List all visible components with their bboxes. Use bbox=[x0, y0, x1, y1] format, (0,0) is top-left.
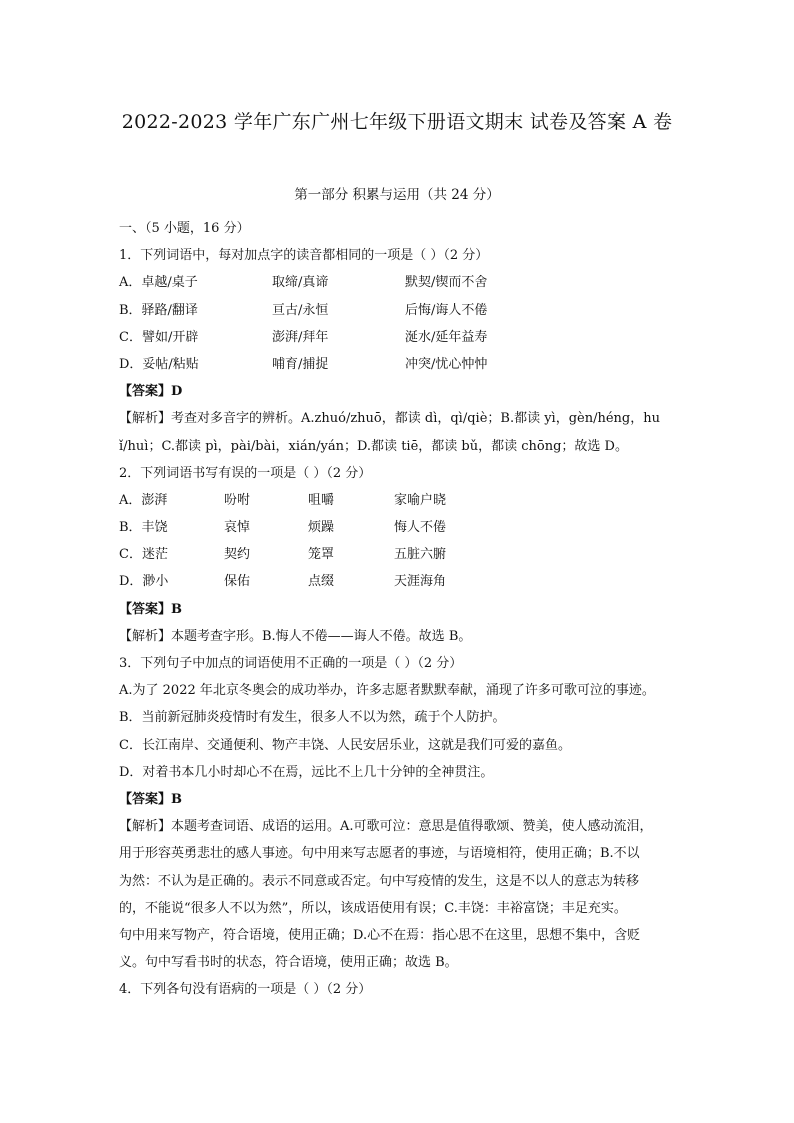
question-1-option-b bbox=[119, 297, 679, 324]
question-1-answer: 【答案】D bbox=[119, 384, 183, 400]
question-1-analysis-line: ǐ/huì；C.都读 pì，pài/bài，xián/yán；D.都读 tiē，都读 bǔ，都读 chōng；故选 D。 bbox=[119, 438, 628, 454]
question-4-stem: 4．下列各句没有语病的一项是（ ）（2 分） bbox=[119, 982, 372, 998]
option-cell: D．渺小 bbox=[119, 574, 169, 590]
question-3-option-d: D．对着书本几小时却心不在焉，远比不上几十分钟的全神贯注。 bbox=[119, 764, 494, 780]
question-3-analysis-line: 【解析】本题考查词语、成语的运用。A.可歌可泣：意思是值得歌颂、赞美，使人感动流泪， bbox=[119, 819, 653, 835]
document-body bbox=[119, 215, 679, 1003]
option-cell: 烦躁 bbox=[308, 520, 335, 536]
section-heading: 一、（5 小题，16 分） bbox=[119, 221, 250, 236]
option-cell: 契约 bbox=[224, 547, 251, 563]
option-cell: 哺育/捕捉 bbox=[272, 356, 329, 372]
option-cell: 澎湃/拜年 bbox=[272, 329, 329, 345]
question-2-stem: 2．下列词语书写有误的一项是（ ）（2 分） bbox=[119, 465, 372, 481]
option-cell: 涎水/延年益寿 bbox=[405, 329, 488, 345]
part-subtitle: 第一部分 积累与运用（共 24 分） bbox=[294, 187, 500, 203]
option-cell: B．丰饶 bbox=[119, 520, 168, 536]
question-3-option-b: B．当前新冠肺炎疫情时有发生，很多人不以为然，疏于个人防护。 bbox=[119, 710, 506, 726]
question-2-option-b bbox=[119, 514, 679, 541]
option-cell: 家喻户晓 bbox=[394, 492, 447, 508]
question-3-answer: 【答案】B bbox=[119, 791, 182, 807]
question-1-option-c bbox=[119, 324, 679, 351]
option-cell: 保佑 bbox=[224, 574, 251, 590]
question-3-option-c: C．长江南岸、交通便利、物产丰饶、人民安居乐业，这就是我们可爱的嘉鱼。 bbox=[119, 737, 571, 753]
option-cell: B．驿路/翻译 bbox=[119, 302, 198, 318]
question-2-analysis: 【解析】本题考查字形。B.悔人不倦——诲人不倦。故选 B。 bbox=[119, 628, 472, 644]
option-cell: 悔人不倦 bbox=[394, 520, 447, 536]
question-3-stem: 3．下列句子中加点的词语使用不正确的一项是（ ）（2 分） bbox=[119, 656, 463, 671]
option-cell: 默契/锲而不舍 bbox=[405, 275, 488, 291]
question-3-analysis-line: 义。句中写看书时的状态，符合语境，使用正确；故选 B。 bbox=[119, 955, 458, 971]
question-2-option-c bbox=[119, 541, 679, 568]
question-3-analysis-line: 用于形容英勇悲壮的感人事迹。句中用来写志愿者的事迹，与语境相符，使用正确；B.不以 bbox=[119, 846, 640, 862]
question-1-option-d bbox=[119, 351, 679, 378]
option-cell: A．卓越/桌子 bbox=[119, 275, 198, 291]
question-1-option-a bbox=[119, 269, 679, 296]
question-3-analysis-line: 的，不能说“很多人不以为然”，所以，该成语使用有误；C.丰饶：丰裕富饶；丰足充实。 bbox=[119, 900, 627, 916]
option-cell: 后悔/诲人不倦 bbox=[405, 302, 488, 318]
question-2-option-a bbox=[119, 487, 679, 514]
option-cell: 吩咐 bbox=[224, 492, 251, 508]
question-3-option-a: A.为了 2022 年北京冬奥会的成功举办，许多志愿者默默奉献，涌现了许多可歌可泣的事迹。 bbox=[119, 683, 655, 699]
page-title: 2022-2023 学年广东广州七年级下册语文期末 试卷及答案 A 卷 bbox=[121, 111, 673, 133]
option-cell: 冲突/忧心忡忡 bbox=[405, 356, 488, 372]
option-cell: 取缔/真谛 bbox=[272, 275, 329, 291]
option-cell: 五脏六腑 bbox=[394, 547, 447, 563]
option-cell: 笼罩 bbox=[308, 547, 335, 563]
question-1-stem: 1．下列词语中，每对加点字的读音都相同的一项是（ ）（2 分） bbox=[119, 248, 489, 264]
option-cell: A．澎湃 bbox=[119, 492, 168, 508]
option-cell: 亘古/永恒 bbox=[272, 302, 329, 318]
option-cell: 咀嚼 bbox=[308, 492, 335, 508]
option-cell: 哀悼 bbox=[224, 520, 251, 536]
question-1-analysis-line: 【解析】考查对多音字的辨析。A.zhuó/zhuō，都读 dì，qì/qiè；B.都读 yì，gèn/héng，hu bbox=[119, 411, 660, 427]
question-3-analysis-line: 句中用来写物产，符合语境，使用正确；D.心不在焉：指心思不在这里，思想不集中，含贬 bbox=[119, 927, 641, 943]
question-2-option-d bbox=[119, 568, 679, 595]
option-cell: C．譬如/开辟 bbox=[119, 329, 199, 345]
option-cell: C．迷茫 bbox=[119, 547, 168, 563]
option-cell: 天涯海角 bbox=[394, 574, 447, 590]
option-cell: 点缀 bbox=[308, 574, 335, 590]
option-cell: D．妥帖/粘贴 bbox=[119, 356, 199, 372]
question-2-answer: 【答案】B bbox=[119, 601, 182, 617]
question-3-analysis-line: 为然：不认为是正确的。表示不同意或否定。句中写疫情的发生，这是不以人的意志为转移 bbox=[119, 873, 640, 889]
